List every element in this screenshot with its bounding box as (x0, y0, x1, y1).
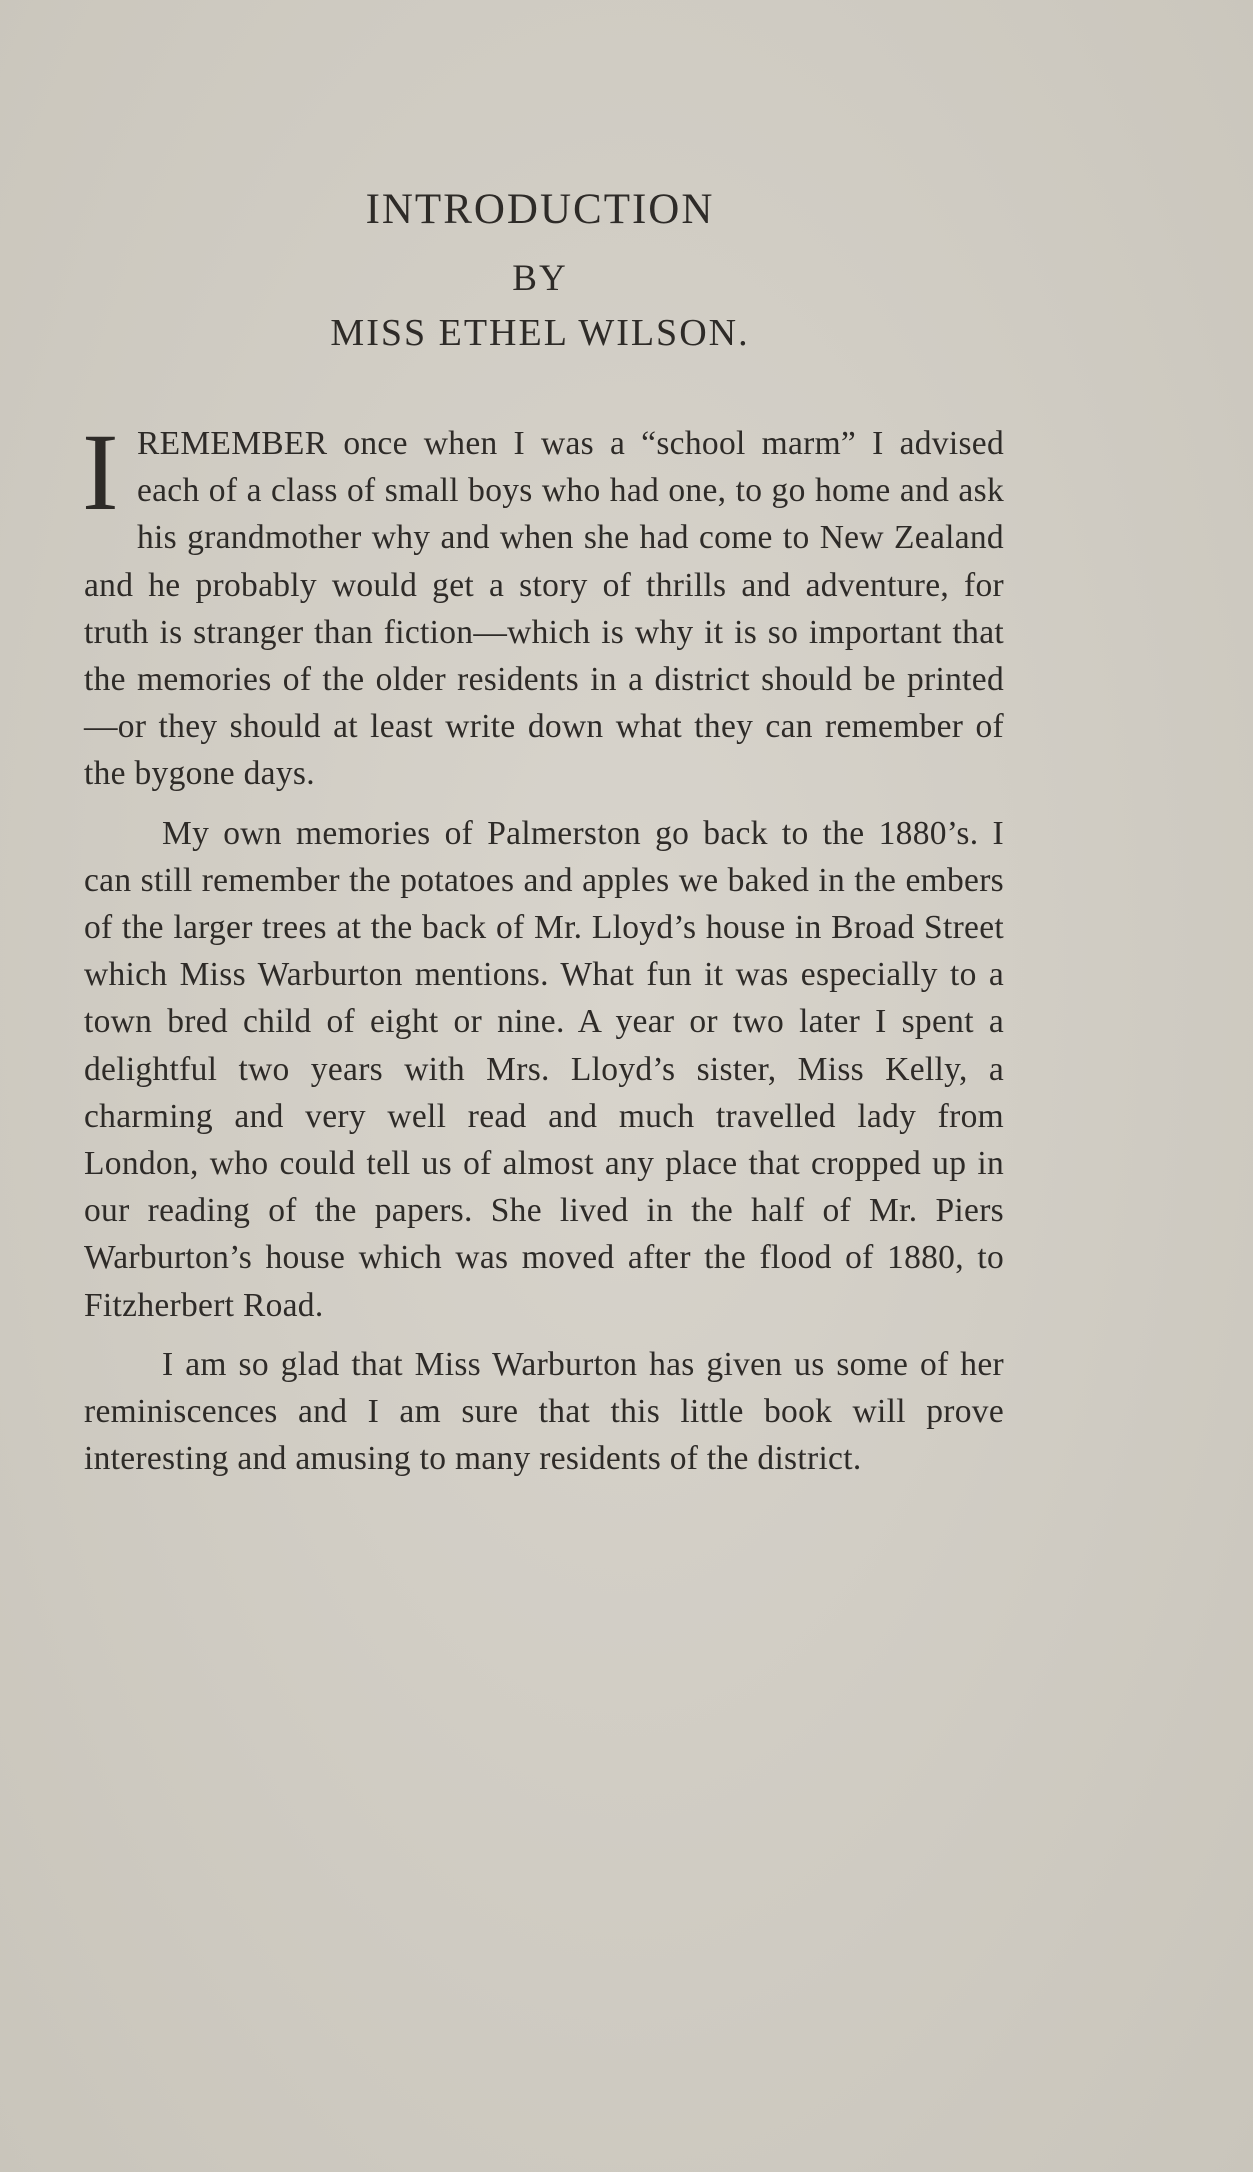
page-title: INTRODUCTION (365, 186, 715, 233)
drop-cap: I (82, 411, 119, 533)
introduction-body (82, 411, 1004, 1494)
byline-author: MISS ETHEL WILSON. (330, 312, 750, 354)
paragraph-1-text: REMEMBER once when I was a “school marm” I advised each of a class of small boys who had one, to go home and ask his grandmother why and when she had come to New Zealand and he probably would get a story of thrills and adventure, for truth is stranger than fiction—which is why it is so important that the memories of the older residents in a district should be printed—or they should at least write down what they can remember of the bygone days. (84, 425, 1004, 793)
paragraph-1 (82, 411, 1004, 798)
paragraph-3: I am so glad that Miss Warburton has given us some of her reminiscences and I am sure that this little book will prove interesting and amusing to many residents of the district. (84, 1345, 1004, 1478)
paragraph-2: My own memories of Palmerston go back to the 1880’s. I can still remember the potatoes and apples we baked in the embers of the larger trees at the back of Mr. Lloyd’s house in Broad Street which Miss Warburton mentions. What fun it was especially to a town bred child of eight or nine. A year or two later I spent a delightful two years with Mrs. Lloyd’s sister, Miss Kelly, a charming and very well read and much travelled lady from London, who could tell us of almost any place that cropped up in our reading of the papers. She lived in the half of Mr. Piers Warburton’s house which was moved after the flood of 1880, to Fitzherbert Road. (84, 814, 1004, 1324)
byline-by: BY (512, 258, 568, 299)
